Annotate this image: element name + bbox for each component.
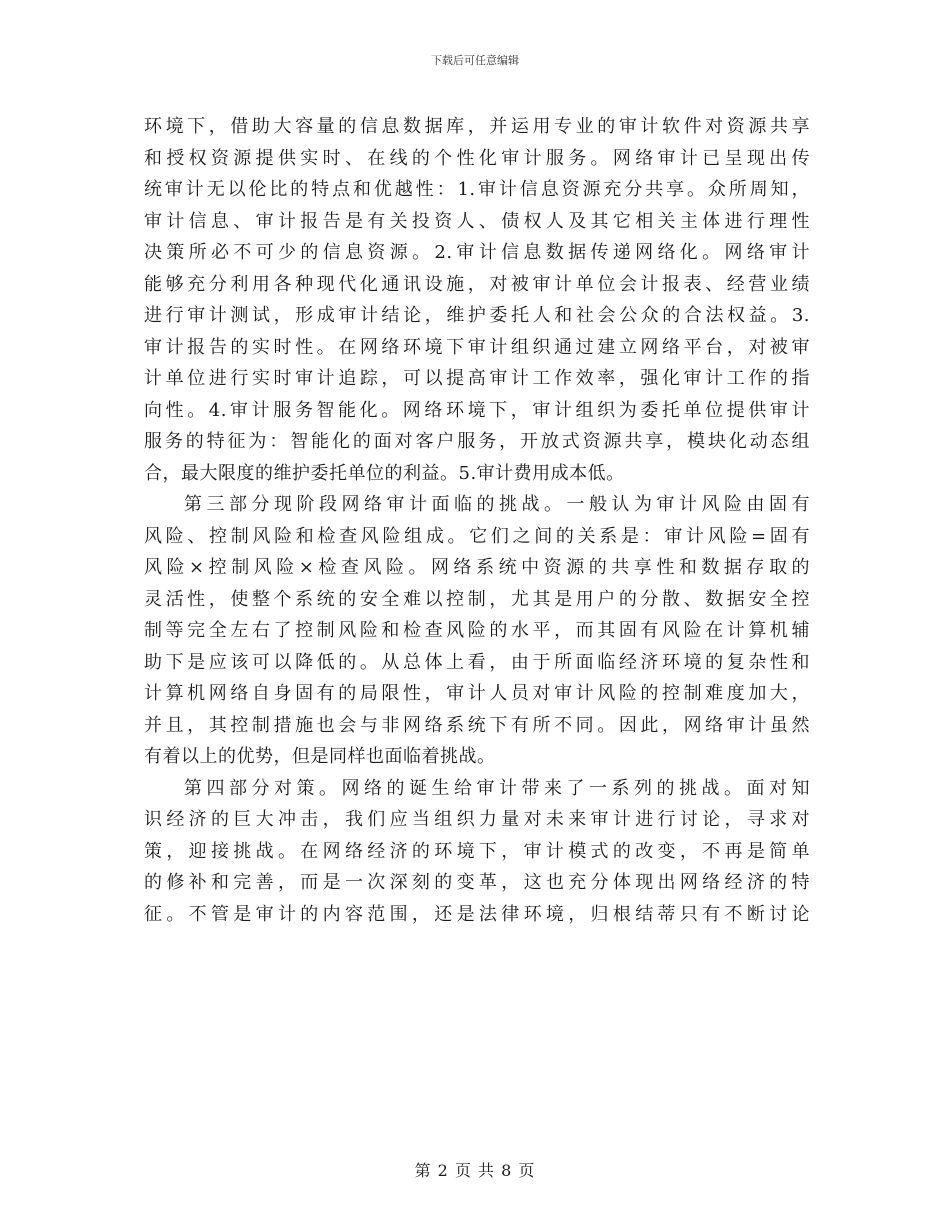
text-line: 合，最大限度的维护委托单位的利益。5.审计费用成本低。 <box>144 462 625 484</box>
text-line: 进行审计测试，形成审计结论，维护委托人和社会公众的合法权益。3. <box>144 305 810 326</box>
text-line: 计算机网络自身固有的局限性，审计人员对审计风险的控制难度加大， <box>144 683 810 704</box>
paragraph-1 <box>144 111 810 489</box>
text-line: 并且，其控制措施也会与非网络系统下有所不同。因此，网络审计虽然 <box>144 714 810 736</box>
text-line: 识经济的巨大冲击，我们应当组织力量对未来审计进行讨论，寻求对 <box>144 809 810 830</box>
text-line: 统审计无以伦比的特点和优越性：1.审计信息资源充分共享。众所周知， <box>144 179 810 200</box>
text-line: 环境下，借助大容量的信息数据库，并运用专业的审计软件对资源共享 <box>144 116 810 137</box>
page-header: 下载后可任意编辑 <box>431 54 519 67</box>
paragraph-2 <box>144 489 810 773</box>
text-line: 制等完全左右了控制风险和检查风险的水平，而其固有风险在计算机辅 <box>144 620 810 641</box>
text-line: 助下是应该可以降低的。从总体上看，由于所面临经济环境的复杂性和 <box>144 651 810 673</box>
text-line: 决策所必不可少的信息资源。2.审计信息数据传递网络化。网络审计 <box>144 242 810 263</box>
document-body <box>144 111 810 930</box>
paragraph-3 <box>144 773 810 931</box>
text-line: 的修补和完善，而是一次深刻的变革，这也充分体现出网络经济的特 <box>144 872 810 893</box>
text-line: 计单位进行实时审计追踪，可以提高审计工作效率，强化审计工作的指 <box>144 368 810 389</box>
text-line: 能够充分利用各种现代化通讯设施，对被审计单位会计报表、经营业绩 <box>144 273 810 295</box>
text-line: 策，迎接挑战。在网络经济的环境下，审计模式的改变，不再是简单 <box>144 840 810 862</box>
text-line: 和授权资源提供实时、在线的个性化审计服务。网络审计已呈现出传 <box>144 147 810 169</box>
text-line: 审计报告的实时性。在网络环境下审计组织通过建立网络平台，对被审 <box>144 336 810 358</box>
text-line: 灵活性，使整个系统的安全难以控制，尤其是用户的分散、数据安全控 <box>144 588 810 610</box>
text-line: 向性。4.审计服务智能化。网络环境下，审计组织为委托单位提供审计 <box>144 399 810 421</box>
text-line: 审计信息、审计报告是有关投资人、债权人及其它相关主体进行理性 <box>144 210 810 232</box>
text-line: 第四部分对策。网络的诞生给审计带来了一系列的挑战。面对知 <box>184 777 810 799</box>
text-line: 风险、控制风险和检查风险组成。它们之间的关系是：审计风险=固有 <box>144 525 810 547</box>
text-line: 有着以上的优势，但是同样也面临着挑战。 <box>144 746 496 767</box>
text-line: 风险×控制风险×检查风险。网络系统中资源的共享性和数据存取的 <box>144 557 810 578</box>
text-line: 第三部分现阶段网络审计面临的挑战。一般认为审计风险由固有 <box>184 494 810 515</box>
text-line: 服务的特征为：智能化的面对客户服务，开放式资源共享，模块化动态组 <box>144 431 810 452</box>
text-line: 征。不管是审计的内容范围，还是法律环境，归根结蒂只有不断讨论 <box>144 903 810 925</box>
page-number: 第 2 页 共 8 页 <box>414 1161 536 1180</box>
